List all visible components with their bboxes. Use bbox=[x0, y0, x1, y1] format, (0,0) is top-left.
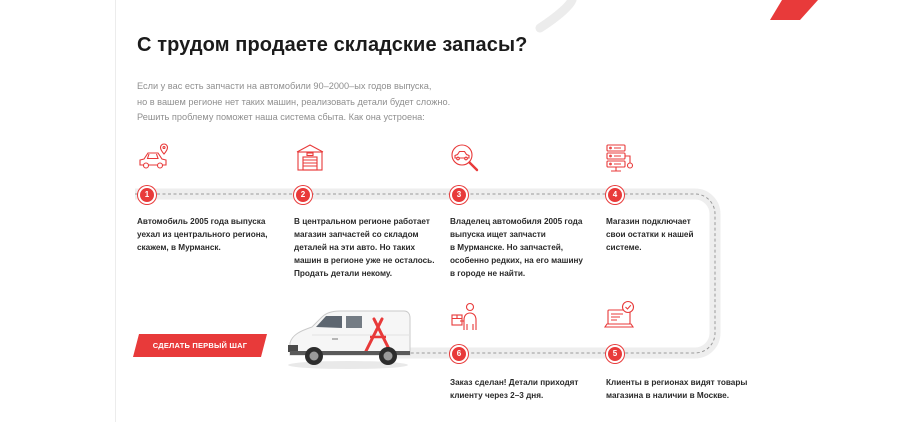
car-search-icon bbox=[448, 141, 482, 173]
page-title: С трудом продаете складские запасы? bbox=[137, 34, 528, 56]
step-badge-4: 4 bbox=[606, 186, 624, 204]
warehouse-icon bbox=[294, 141, 326, 173]
delivery-van-image bbox=[286, 305, 414, 371]
intro-line: Если у вас есть запчасти на автомобили 90–2000–ых годов выпуска, bbox=[137, 81, 432, 91]
car-location-icon bbox=[137, 141, 171, 173]
step-text-4: Магазин подключает свои остатки к нашей системе. bbox=[606, 217, 694, 252]
first-step-button-label[interactable]: СДЕЛАТЬ ПЕРВЫЙ ШАГ bbox=[152, 341, 248, 350]
step-badge-3: 3 bbox=[450, 186, 468, 204]
database-connect-icon bbox=[604, 141, 636, 173]
step-text-1: Автомобиль 2005 года выпуска уехал из центрального региона, скажем, в Мурманск. bbox=[137, 217, 268, 252]
intro-line: но в вашем регионе нет таких машин, реализовать детали будет сложно. bbox=[137, 96, 451, 107]
step-badge-6: 6 bbox=[450, 345, 468, 363]
step-badge-1: 1 bbox=[138, 186, 156, 204]
step-text-2: В центральном регионе работает магазин запчастей со складом деталей на эти авто. Но таких машин в регионе уже не осталось. Продать детали некому. bbox=[294, 217, 435, 278]
laptop-check-icon bbox=[603, 298, 637, 332]
step-text-3: Владелец автомобиля 2005 года выпуска ищет запчасти в Мурманске. Но запчастей, особенно редких, на его машину в городе не найти. bbox=[450, 217, 583, 278]
intro-line: Решить проблему поможет наша система сбыта. Как она устроена: bbox=[137, 112, 425, 122]
step-text-5: Клиенты в регионах видят товары магазина в наличии в Москве. bbox=[606, 378, 748, 400]
step-text-6: Заказ сделан! Детали приходят клиенту через 2–3 дня. bbox=[450, 378, 579, 400]
first-step-button[interactable] bbox=[133, 334, 267, 357]
step-badge-2: 2 bbox=[294, 186, 312, 204]
courier-box-icon bbox=[449, 300, 481, 332]
step-badge-5: 5 bbox=[606, 345, 624, 363]
